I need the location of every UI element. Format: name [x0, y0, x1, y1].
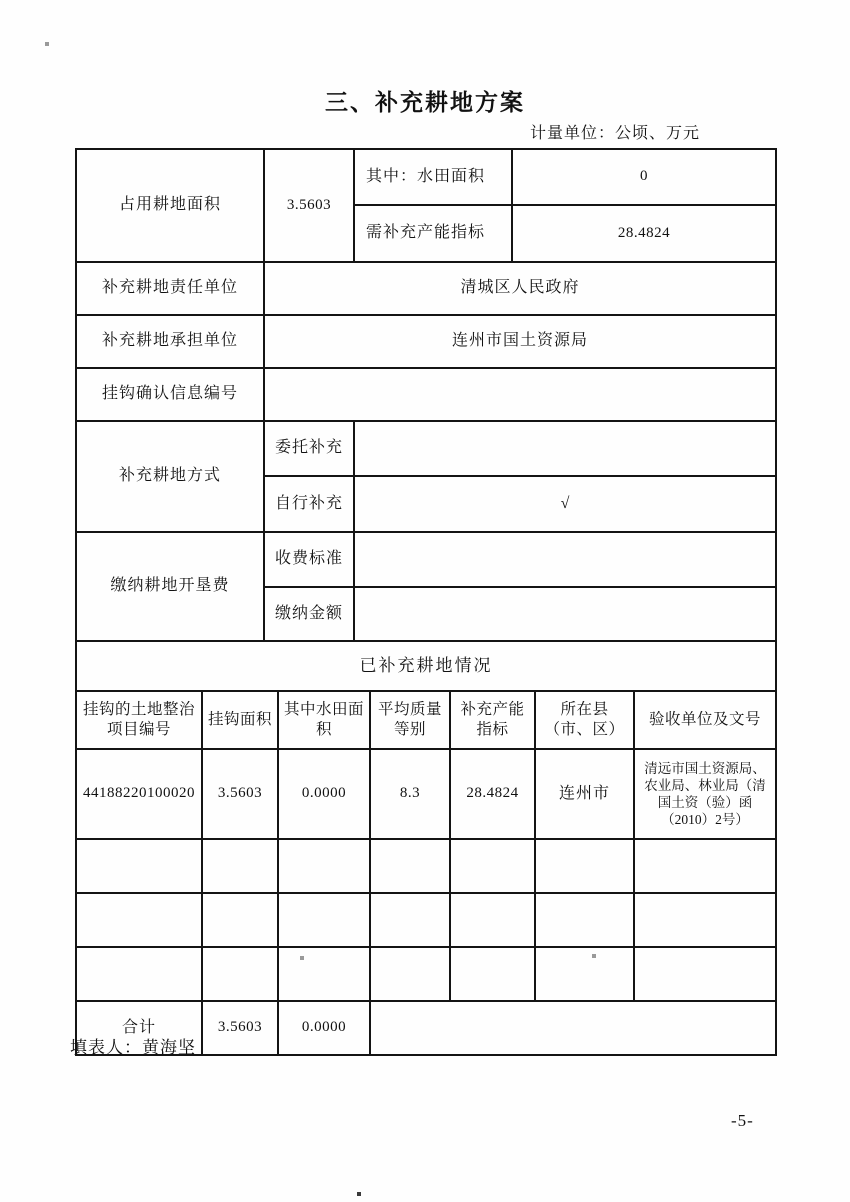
col-header-project-number: 挂钩的土地整治项目编号: [76, 691, 202, 749]
occupied-land-value: 3.5603: [264, 149, 354, 262]
section-header: 已补充耕地情况: [76, 641, 776, 691]
scan-artifact-dot: [357, 1192, 361, 1196]
responsible-unit-value: 清城区人民政府: [264, 262, 776, 315]
cell-avg-quality: 8.3: [370, 749, 450, 839]
self-supplement-checkmark: √: [354, 476, 776, 532]
cell-paddy-area: 0.0000: [278, 749, 370, 839]
total-empty-cell: [370, 1001, 776, 1055]
paddy-field-value: 0: [512, 149, 776, 205]
empty-cell: [76, 893, 202, 947]
capacity-index-label: 需补充产能指标: [354, 205, 512, 262]
col-header-link-area: 挂钩面积: [202, 691, 278, 749]
empty-cell: [202, 893, 278, 947]
upper-info-table: [75, 148, 777, 642]
form-filler-name: 填表人：黄海坚: [70, 1038, 196, 1057]
page-title: 三、补充耕地方案: [325, 90, 525, 115]
link-confirm-number-label: 挂钩确认信息编号: [76, 368, 264, 421]
page-number: -5-: [731, 1111, 754, 1130]
empty-cell: [278, 893, 370, 947]
cell-project-number: 44188220100020: [76, 749, 202, 839]
fee-standard-label: 收费标准: [264, 532, 354, 587]
table-row: [76, 749, 776, 839]
link-confirm-number-value: [264, 368, 776, 421]
self-supplement-label: 自行补充: [264, 476, 354, 532]
empty-cell: [278, 839, 370, 893]
col-header-capacity-index: 补充产能指标: [450, 691, 535, 749]
empty-cell: [370, 839, 450, 893]
empty-cell: [535, 947, 634, 1001]
undertaking-unit-label: 补充耕地承担单位: [76, 315, 264, 368]
supplement-plan-table: [75, 148, 775, 1056]
supplement-method-label: 补充耕地方式: [76, 421, 264, 532]
supplemented-land-table: [75, 640, 777, 1056]
empty-cell: [370, 947, 450, 1001]
empty-cell: [634, 839, 776, 893]
table-row: [76, 893, 776, 947]
scan-artifact-dot: [45, 42, 49, 46]
fee-amount-label: 缴纳金额: [264, 587, 354, 641]
fee-standard-value: [354, 532, 776, 587]
empty-cell: [202, 839, 278, 893]
total-label: 合计: [76, 1001, 202, 1055]
empty-cell: [634, 947, 776, 1001]
paddy-field-label: 其中：水田面积: [354, 149, 512, 205]
empty-cell: [76, 839, 202, 893]
empty-cell: [535, 893, 634, 947]
responsible-unit-label: 补充耕地责任单位: [76, 262, 264, 315]
empty-cell: [450, 839, 535, 893]
table-row: [76, 839, 776, 893]
empty-cell: [278, 947, 370, 1001]
col-header-acceptance-unit: 验收单位及文号: [634, 691, 776, 749]
empty-cell: [76, 947, 202, 1001]
occupied-land-label: 占用耕地面积: [76, 149, 264, 262]
table-row: [76, 947, 776, 1001]
undertaking-unit-value: 连州市国土资源局: [264, 315, 776, 368]
col-header-county: 所在县（市、区）: [535, 691, 634, 749]
measurement-unit-note: 计量单位：公顷、万元: [529, 125, 700, 142]
empty-cell: [450, 893, 535, 947]
col-header-paddy-area: 其中水田面积: [278, 691, 370, 749]
empty-cell: [634, 893, 776, 947]
total-paddy-area: 0.0000: [278, 1001, 370, 1055]
cell-capacity-index: 28.4824: [450, 749, 535, 839]
entrusted-supplement-label: 委托补充: [264, 421, 354, 476]
cell-link-area: 3.5603: [202, 749, 278, 839]
empty-cell: [370, 893, 450, 947]
empty-cell: [535, 839, 634, 893]
total-area: 3.5603: [202, 1001, 278, 1055]
cell-county: 连州市: [535, 749, 634, 839]
cell-acceptance-unit: 清远市国土资源局、农业局、林业局（清国土资（验）函（2010）2号）: [634, 749, 776, 839]
capacity-index-value: 28.4824: [512, 205, 776, 262]
empty-cell: [202, 947, 278, 1001]
fee-amount-value: [354, 587, 776, 641]
col-header-avg-quality: 平均质量等别: [370, 691, 450, 749]
reclamation-fee-label: 缴纳耕地开垦费: [76, 532, 264, 641]
empty-cell: [450, 947, 535, 1001]
entrusted-supplement-value: [354, 421, 776, 476]
